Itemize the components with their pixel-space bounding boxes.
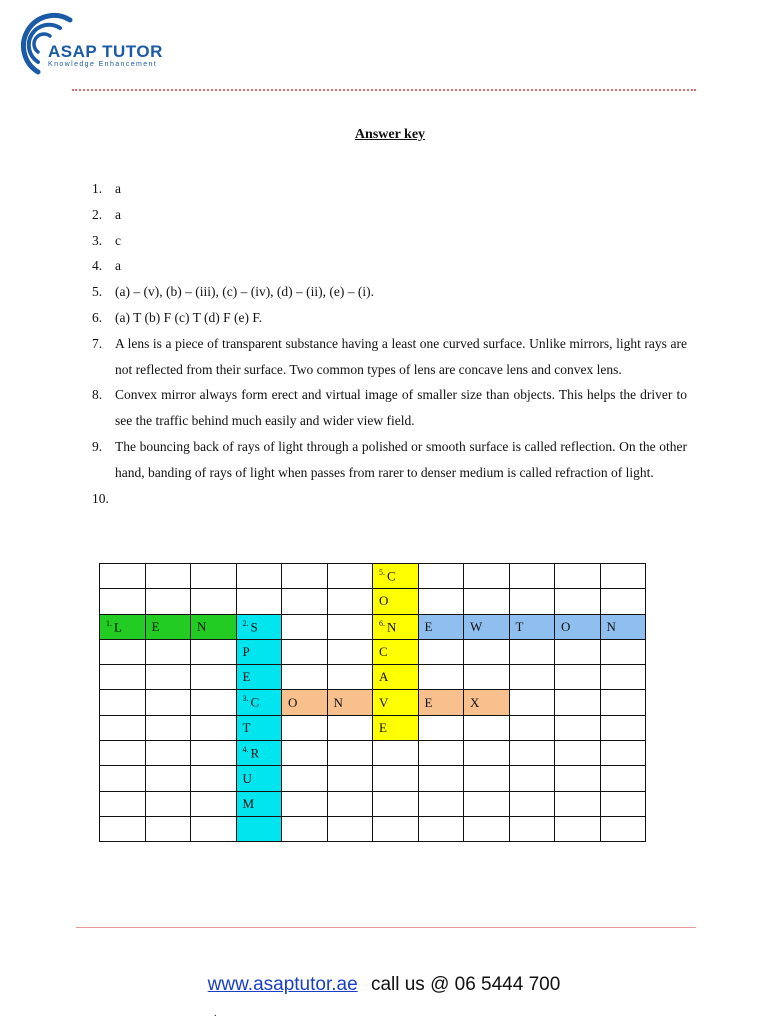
crossword-cell xyxy=(509,741,555,766)
crossword-cell xyxy=(191,690,237,715)
crossword-cell xyxy=(236,791,282,816)
crossword-row xyxy=(100,690,646,715)
cell-letter: T xyxy=(242,719,251,735)
answer-text: a xyxy=(115,258,121,274)
crossword-cell xyxy=(145,564,191,589)
answer-text: The bouncing back of rays of light through a polished or smooth surface is called reflection. On the other hand, banding of rays of light when passes from rarer to denser medium is called refraction of light. xyxy=(115,438,687,480)
cell-letter: R xyxy=(250,745,260,761)
crossword-cell xyxy=(100,614,146,639)
crossword-cell xyxy=(191,791,237,816)
crossword-cell xyxy=(555,665,601,690)
crossword-cell xyxy=(464,715,510,740)
crossword-cell xyxy=(555,741,601,766)
crossword-cell xyxy=(600,816,646,841)
crossword-cell xyxy=(100,816,146,841)
crossword-cell xyxy=(100,715,146,740)
answer-item xyxy=(92,331,687,383)
crossword-cell xyxy=(100,564,146,589)
crossword-cell xyxy=(191,816,237,841)
answer-item xyxy=(92,382,687,434)
brand-name: ASAP TUTOR xyxy=(48,42,163,61)
cell-letter: A xyxy=(379,669,389,685)
crossword-row xyxy=(100,791,646,816)
crossword-cell xyxy=(555,766,601,791)
answer-text: a xyxy=(115,181,121,196)
crossword-cell xyxy=(509,816,555,841)
crossword-row xyxy=(100,715,646,740)
crossword-cell xyxy=(509,639,555,664)
crossword-cell xyxy=(191,564,237,589)
crossword-row xyxy=(100,741,646,766)
crossword-cell xyxy=(373,589,419,614)
crossword-cell xyxy=(373,741,419,766)
answer-number: 8. xyxy=(92,387,103,403)
cell-letter: W xyxy=(470,618,483,634)
crossword-cell xyxy=(418,665,464,690)
cell-letter: E xyxy=(151,618,160,634)
cell-letter: N xyxy=(387,618,397,634)
crossword-cell xyxy=(464,589,510,614)
crossword-row xyxy=(100,665,646,690)
crossword-cell xyxy=(418,639,464,664)
crossword-cell xyxy=(282,741,328,766)
answer-number: 7. xyxy=(92,335,103,351)
crossword-cell xyxy=(464,564,510,589)
answer-text xyxy=(115,486,687,512)
crossword-cell xyxy=(282,614,328,639)
crossword-cell xyxy=(600,665,646,690)
crossword-cell xyxy=(509,614,555,639)
answer-item xyxy=(92,202,687,228)
answer-item xyxy=(92,305,687,331)
crossword-cell xyxy=(327,791,373,816)
crossword-cell xyxy=(555,614,601,639)
answer-item xyxy=(92,228,687,254)
crossword-row xyxy=(100,589,646,614)
answer-number: 1. xyxy=(92,181,103,196)
crossword-cell xyxy=(373,564,419,589)
cell-letter: E xyxy=(242,669,251,685)
crossword-cell xyxy=(282,564,328,589)
crossword-cell xyxy=(191,715,237,740)
crossword-cell xyxy=(555,791,601,816)
crossword-cell xyxy=(509,564,555,589)
crossword-cell xyxy=(100,639,146,664)
crossword-cell xyxy=(191,614,237,639)
crossword-cell xyxy=(464,766,510,791)
crossword-cell xyxy=(418,816,464,841)
crossword-cell xyxy=(327,665,373,690)
crossword-cell xyxy=(555,639,601,664)
crossword-cell xyxy=(464,665,510,690)
crossword-cell xyxy=(100,791,146,816)
crossword-cell xyxy=(145,589,191,614)
cell-letter: C xyxy=(250,694,260,710)
crossword-cell xyxy=(464,614,510,639)
cell-letter: M xyxy=(242,795,255,811)
crossword-cell xyxy=(236,614,282,639)
cell-letter: E xyxy=(424,694,433,710)
logo xyxy=(8,6,178,80)
crossword-cell xyxy=(236,589,282,614)
crossword-cell xyxy=(373,715,419,740)
crossword-cell xyxy=(600,614,646,639)
crossword-cell xyxy=(600,589,646,614)
crossword-cell xyxy=(373,791,419,816)
cell-letter: C xyxy=(379,644,388,660)
crossword-cell xyxy=(327,614,373,639)
crossword-cell xyxy=(464,791,510,816)
answer-number: 5. xyxy=(92,284,103,300)
crossword-cell xyxy=(600,766,646,791)
crossword-cell xyxy=(327,639,373,664)
crossword-cell xyxy=(327,564,373,589)
answer-number: 9. xyxy=(92,438,103,454)
answer-number: 6. xyxy=(92,309,103,325)
crossword-row xyxy=(100,639,646,664)
crossword-cell xyxy=(555,589,601,614)
crossword-cell xyxy=(236,690,282,715)
crossword-cell xyxy=(282,715,328,740)
crossword-cell xyxy=(373,766,419,791)
answer-text: A lens is a piece of transparent substance having a least one curved surface. Unlike mirrors, light rays are not reflected from their surface. Two common types of lens are concave lens and convex lens. xyxy=(115,335,687,377)
crossword-cell xyxy=(327,816,373,841)
crossword-cell xyxy=(191,741,237,766)
clue-number: 6. xyxy=(379,618,385,628)
crossword-cell xyxy=(555,690,601,715)
crossword-cell xyxy=(600,715,646,740)
crossword-cell xyxy=(600,690,646,715)
crossword-cell xyxy=(327,690,373,715)
crossword-cell xyxy=(418,614,464,639)
crossword-cell xyxy=(191,665,237,690)
clue-number: 1. xyxy=(106,618,112,628)
answer-text: Convex mirror always form erect and virtual image of smaller size than objects. This helps the driver to see the traffic behind much easily and wider view field. xyxy=(115,387,687,429)
clue-number: 5. xyxy=(379,567,385,577)
crossword-cell xyxy=(282,816,328,841)
footer xyxy=(0,974,768,996)
crossword-cell xyxy=(100,766,146,791)
crossword-cell xyxy=(236,766,282,791)
contact-phone: call us @ 06 5444 700 xyxy=(370,974,561,995)
crossword-cell xyxy=(600,741,646,766)
crossword-cell xyxy=(373,639,419,664)
crossword-cell xyxy=(509,791,555,816)
crossword-cell xyxy=(282,766,328,791)
crossword-cell xyxy=(282,690,328,715)
clue-number: 4. xyxy=(242,745,249,755)
answer-item xyxy=(92,434,687,486)
cell-letter: T xyxy=(515,618,524,634)
answer-number: 3. xyxy=(92,232,103,248)
crossword-cell xyxy=(418,766,464,791)
crossword-cell xyxy=(418,715,464,740)
cell-letter: X xyxy=(470,694,480,710)
answer-number: 4. xyxy=(92,258,103,274)
crossword-cell xyxy=(191,589,237,614)
answer-number: 10. xyxy=(92,490,109,506)
crossword-row xyxy=(100,766,646,791)
crossword-cell xyxy=(236,715,282,740)
crossword-cell xyxy=(600,791,646,816)
answer-text: a xyxy=(115,206,121,222)
crossword-cell xyxy=(145,715,191,740)
cell-letter: O xyxy=(561,618,571,634)
cell-letter: S xyxy=(250,618,258,634)
answer-number: 2. xyxy=(92,206,103,222)
answer-item xyxy=(92,279,687,305)
crossword-cell xyxy=(555,715,601,740)
crossword-cell xyxy=(191,766,237,791)
crossword-cell xyxy=(600,639,646,664)
crossword-cell xyxy=(464,816,510,841)
crossword-cell xyxy=(509,715,555,740)
cell-letter: C xyxy=(387,568,396,584)
crossword-cell xyxy=(236,665,282,690)
crossword-cell xyxy=(327,766,373,791)
crossword-cell xyxy=(145,791,191,816)
answer-text: (a) – (v), (b) – (iii), (c) – (iv), (d) – (ii), (e) – (i). xyxy=(115,284,375,300)
crossword-cell xyxy=(464,741,510,766)
cell-letter: P xyxy=(242,644,250,660)
footer-dot: . xyxy=(214,1008,217,1019)
crossword-cell xyxy=(373,690,419,715)
cell-letter: U xyxy=(242,770,252,786)
answer-item xyxy=(92,176,687,202)
crossword-cell xyxy=(373,665,419,690)
crossword-cell xyxy=(282,589,328,614)
crossword-cell xyxy=(327,715,373,740)
crossword-cell xyxy=(282,639,328,664)
crossword-row xyxy=(100,564,646,589)
crossword-cell xyxy=(418,564,464,589)
crossword-cell xyxy=(145,690,191,715)
cell-letter: N xyxy=(197,618,207,634)
crossword-cell xyxy=(100,690,146,715)
crossword-cell xyxy=(236,639,282,664)
cell-letter: L xyxy=(114,618,122,634)
answer-item xyxy=(92,486,687,512)
crossword-cell xyxy=(555,564,601,589)
crossword-cell xyxy=(373,816,419,841)
crossword-cell xyxy=(236,816,282,841)
crossword-cell xyxy=(145,766,191,791)
cell-letter: E xyxy=(379,719,387,735)
crossword-cell xyxy=(145,816,191,841)
crossword-cell xyxy=(418,589,464,614)
crossword-cell xyxy=(373,614,419,639)
crossword-cell xyxy=(282,665,328,690)
cell-letter: N xyxy=(606,618,616,634)
page-title: Answer key xyxy=(354,127,426,142)
crossword-cell xyxy=(191,639,237,664)
crossword-cell xyxy=(509,690,555,715)
cell-letter: N xyxy=(333,694,343,710)
crossword-cell xyxy=(145,741,191,766)
crossword-cell xyxy=(418,791,464,816)
cell-letter: O xyxy=(379,593,389,609)
crossword-cell xyxy=(418,690,464,715)
crossword-cell xyxy=(100,589,146,614)
crossword-cell xyxy=(145,665,191,690)
crossword-cell xyxy=(236,564,282,589)
crossword-row xyxy=(100,614,646,639)
website-link[interactable]: www.asaptutor.ae xyxy=(207,974,358,995)
crossword-cell xyxy=(509,589,555,614)
crossword-cell xyxy=(145,639,191,664)
crossword-cell xyxy=(555,816,601,841)
crossword-row xyxy=(100,816,646,841)
header-divider xyxy=(72,89,696,91)
crossword-cell xyxy=(145,614,191,639)
crossword-cell xyxy=(236,741,282,766)
crossword-cell xyxy=(282,791,328,816)
crossword-cell xyxy=(509,766,555,791)
answer-text: c xyxy=(115,232,121,248)
clue-number: 2. xyxy=(242,618,249,628)
clue-number: 3. xyxy=(242,694,249,704)
cell-letter: E xyxy=(424,618,433,634)
answer-text: (a) T (b) F (c) T (d) F (e) F. xyxy=(115,309,263,325)
crossword-cell xyxy=(464,639,510,664)
crossword-cell xyxy=(600,564,646,589)
footer-divider xyxy=(76,927,696,928)
cell-letter: O xyxy=(288,694,298,710)
crossword-cell xyxy=(418,741,464,766)
cell-letter: V xyxy=(379,694,389,710)
crossword-cell xyxy=(100,741,146,766)
crossword-cell xyxy=(327,741,373,766)
crossword-cell xyxy=(327,589,373,614)
answer-list xyxy=(92,176,687,511)
answer-item xyxy=(92,253,687,279)
crossword-cell xyxy=(509,665,555,690)
crossword-cell xyxy=(464,690,510,715)
brand-tagline: Knowledge Enhancement xyxy=(48,61,158,68)
crossword-grid xyxy=(99,563,646,842)
crossword-cell xyxy=(100,665,146,690)
